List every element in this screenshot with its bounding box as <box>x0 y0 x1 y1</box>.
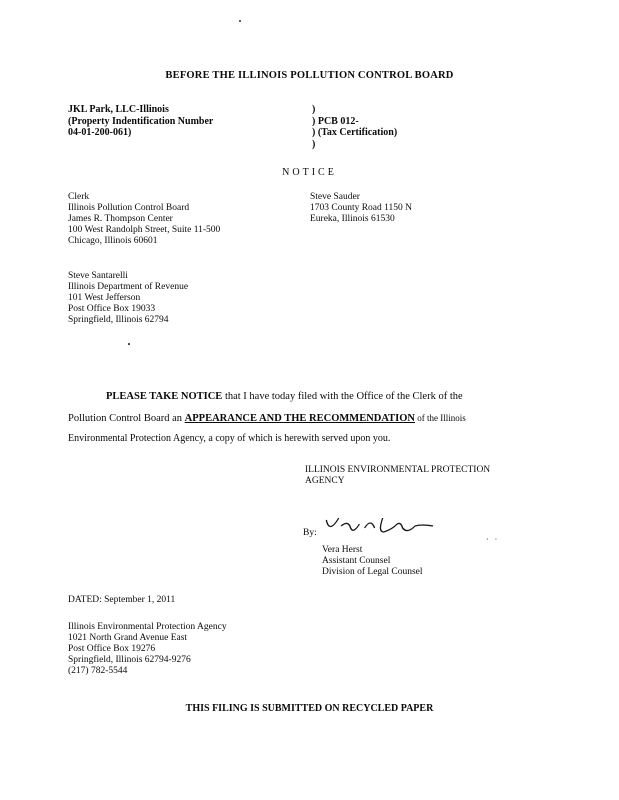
address-santarelli <box>68 271 188 326</box>
address-line: Post Office Box 19276 <box>68 644 156 654</box>
notice-title: NOTICE <box>282 167 337 178</box>
tax-certification: ) (Tax Certification) <box>312 127 398 138</box>
address-line: 1021 North Grand Avenue East <box>68 633 188 643</box>
caption-paren: ) <box>312 104 316 115</box>
address-line: Post Office Box 19033 <box>68 304 156 314</box>
case-caption <box>68 104 213 139</box>
address-line: Steve Santarelli <box>68 271 128 281</box>
agency-block <box>305 465 490 487</box>
agency-name: ILLINOIS ENVIRONMENTAL PROTECTION <box>305 465 491 475</box>
address-line: Chicago, Illinois 60601 <box>68 236 158 246</box>
address-clerk <box>68 192 220 247</box>
address-line: Clerk <box>68 192 90 202</box>
case-number: ) PCB 012- <box>312 115 359 127</box>
signature-scribble <box>318 512 444 540</box>
signature-by-label: By: <box>303 528 317 538</box>
address-line: James R. Thompson Center <box>68 214 173 224</box>
party-name: JKL Park, LLC-Illinois <box>68 104 169 115</box>
address-line: Steve Sauder <box>310 192 360 202</box>
signature-block <box>322 545 423 578</box>
agency-name: AGENCY <box>305 476 345 486</box>
document-title: APPEARANCE AND THE RECOMMENDATION <box>184 413 416 424</box>
address-line: 100 West Randolph Street, Suite 11-500 <box>68 225 221 235</box>
property-id-number: 04-01-200-061) <box>68 127 132 138</box>
notice-body-line-3: Environmental Protection Agency, a copy of which is herewith served upon you. <box>68 433 391 444</box>
address-line: 101 West Jefferson <box>68 293 141 303</box>
address-line: Springfield, Illinois 62794-9276 <box>68 655 191 665</box>
property-id-label: (Property Indentification Number <box>68 115 214 127</box>
address-line: Springfield, Illinois 62794 <box>68 315 169 325</box>
return-address <box>68 622 227 677</box>
phone-number: (217) 782-5544 <box>68 666 128 676</box>
body-text: Pollution Control Board an <box>68 413 185 424</box>
address-line: 1703 County Road 1150 N <box>310 203 413 213</box>
dated-line: DATED: September 1, 2011 <box>68 595 176 605</box>
recycled-paper-footer: THIS FILING IS SUBMITTED ON RECYCLED PAPER <box>185 703 434 714</box>
address-line: Illinois Department of Revenue <box>68 282 189 292</box>
signer-name: Vera Herst <box>322 545 363 555</box>
signer-division: Division of Legal Counsel <box>322 567 423 577</box>
notice-body-line-2 <box>68 412 466 425</box>
notice-body-line-1 <box>106 391 463 403</box>
scan-speck <box>239 20 241 22</box>
body-text: that I have today filed with the Office of the Clerk of the <box>222 391 463 402</box>
body-text: of the Illinois <box>415 413 466 423</box>
caption-brackets <box>312 104 397 150</box>
address-line: Illinois Environmental Protection Agency <box>68 622 227 632</box>
signer-title: Assistant Counsel <box>322 556 391 566</box>
address-sauder <box>310 192 412 225</box>
scan-speck <box>128 343 130 345</box>
address-line: Eureka, Illinois 61530 <box>310 214 395 224</box>
please-take-notice: PLEASE TAKE NOTICE <box>106 391 223 402</box>
board-heading: BEFORE THE ILLINOIS POLLUTION CONTROL BOARD <box>165 70 454 81</box>
caption-paren: ) <box>312 138 316 150</box>
address-line: Illinois Pollution Control Board <box>68 203 190 213</box>
signature-marks: · · <box>486 535 500 544</box>
